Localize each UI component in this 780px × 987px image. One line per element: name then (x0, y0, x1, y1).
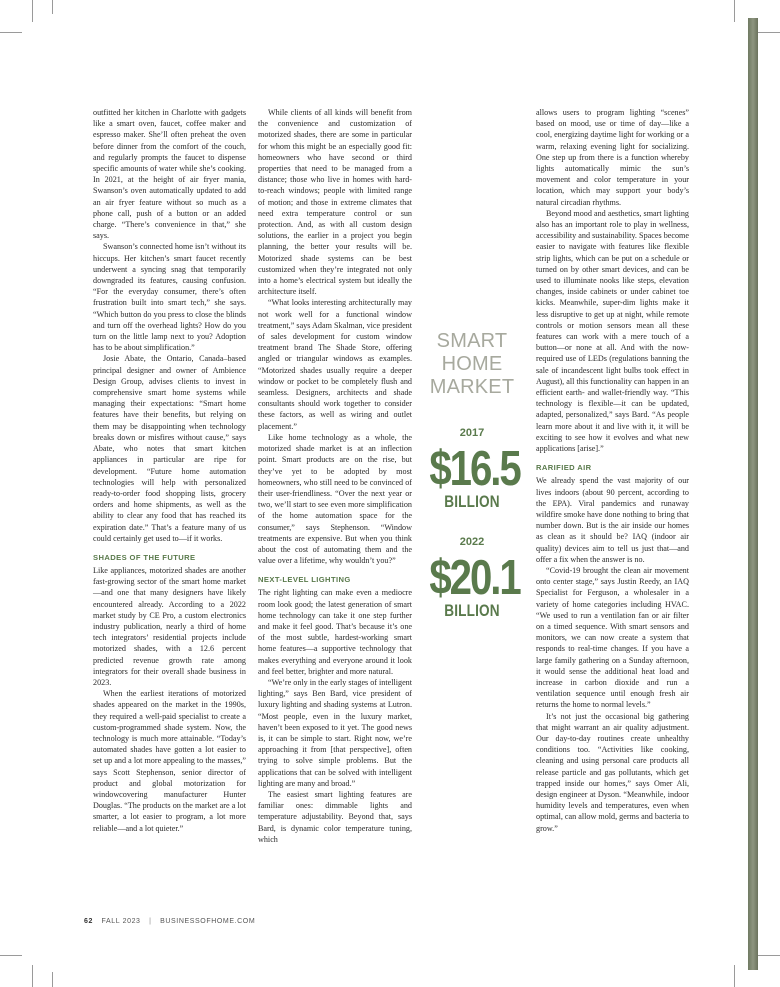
headline-line: SMART (436, 330, 508, 352)
paragraph: allows users to program lighting “scenes” based on mood, use or time of day—like a cool, energizing daytime light for working or a warm, relaxing evening light for socializing. One step up from there is a function whereby lights automatically mimic the sun’s movement and color temperature in your location, which may support your body’s natural circadian rhythms. (536, 108, 689, 207)
paragraph: “What looks interesting architecturally may not work well for a functional window treatment,” says Adam Skalman, vice president of sales development for custom window treatment brand The Shade Store, offering angled or triangular windows as examples. “Motorized shades usually require a deeper window or pocket to be completely flush and seamless. Designers, architects and shade consultants should work together to consider these factors, as well as wiring and outlet placement.” (258, 298, 412, 431)
paragraph: Like appliances, motorized shades are another fast-growing sector of the smart home market—and one that many designers have likely encountered already. According to a 2022 market study by CE Pro, a custom electronics industry publication, nearly a third of home tech integrators’ residential projects include motorized shades, with a 12.6 percent predicted revenue growth rate among integrators for their overall shade business in 2023. (93, 565, 246, 687)
headline-line: MARKET (429, 376, 515, 398)
issue-label: FALL 2023 (101, 918, 141, 925)
crop-mark (52, 0, 53, 14)
crop-mark (734, 0, 735, 22)
crop-mark (32, 0, 33, 22)
crop-mark (0, 955, 22, 956)
crop-mark (32, 965, 33, 987)
page-footer (84, 918, 255, 925)
paragraph: Beyond mood and aesthetics, smart lighting also has an important role to play in wellness, accessibility and sustainability. Spaces become easier to navigate with features like flexible strip lights, which can be put on a schedule or turned on by other smart devices, and can be used to illuminate nooks like steps, elevation changes, inside cabinets or under cabinet toe kicks. Meanwhile, super-dim lights make it less disruptive to get up at night, while remote controls or motion sensors mean all these features can work with a mere touch of a button—or none at all. And with the now-required use of LEDs (regulations banning the sale of incandescent light bulbs took effect in August), all this functionality can happen in an efficient earth- and wallet-friendly way. “This technology is flexible—it can be updated, adapted, personalized,” says Bard. “As people learn more about it and live with it, it will be exciting to see how it evolves and what new applications [arise].” (536, 208, 689, 454)
crop-mark (0, 32, 22, 33)
stat-year-2022: 2022 (459, 536, 485, 548)
stat-amount-2017: $16.5 (429, 442, 520, 496)
section-heading: SHADES OF THE FUTURE (93, 552, 196, 562)
text-column-3 (536, 107, 689, 834)
crop-mark (52, 972, 53, 987)
stat-year-2017: 2017 (459, 427, 485, 439)
section-heading: NEXT-LEVEL LIGHTING (258, 575, 351, 585)
smart-home-market-sidebar (420, 330, 524, 621)
page-number: 62 (84, 918, 93, 925)
headline-line: HOME (441, 353, 503, 375)
edge-photo-strip (748, 18, 758, 970)
crop-mark (758, 955, 780, 956)
site-url: BUSINESSOFHOME.COM (160, 918, 256, 925)
section-heading: RARIFIED AIR (536, 463, 592, 473)
crop-mark (734, 965, 735, 987)
paragraph: When the earliest iterations of motorized shades appeared on the market in the 1990s, they required a well-paid specialist to create a custom-programmed shade system. Now, the technology is much more attainable. “Today’s automated shades have gotten a lot easier to set up and a lot more appealing to the masses,” says Scott Stephenson, senior director of product and global motorization for windowcovering manufacturer Hunter Douglas. “The products on the market are a lot smarter, a lot easier to program, a lot more reliable—and a lot quieter.” (93, 689, 246, 833)
stat-amount-2022: $20.1 (429, 551, 520, 605)
paragraph: While clients of all kinds will benefit from the convenience and customization of motorized shades, there are some in particular for whom this might be an especially good fit: homeowners who have second or third properties that need to be managed from a distance; those who live in homes with hard-to-reach windows; people with limited range of motion; and those in extreme climates that need extra temperature control or sun protection. And, as with all custom design solutions, the earlier in a project you begin planning, the better your results will be. Motorized shade systems can be best customized when they’re integrated not only into a home’s electrical system but ideally the architecture itself. (258, 108, 412, 297)
paragraph: The easiest smart lighting features are familiar ones: dimmable lights and temperature adjustability. Beyond that, says Bard, is dynamic color temperature tuning, which (258, 789, 412, 844)
paragraph: Josie Abate, the Ontario, Canada–based principal designer and owner of Ambience Design Group, advises clients to invest in comprehensive smart home systems while managing their expectations: “Smart home features have their benefits, but relying on them may be disappointing when technology breaks down or misfires without cause,” says Abate, who notes that smart kitchen appliances in particular are ripe for development. “Future home automation technologies will help with personalized ready-to-order food shopping lists, grocery orders and home shipments, as well as the ability to clear any food that has reached its expiration date.” That’s a feature many of us could certainly get used to—if it works. (93, 354, 246, 543)
paragraph: It’s not just the occasional big gathering that might warrant an air quality adjustment. Our day-to-day routines create unhealthy conditions too. “Activities like cooking, cleaning and using personal care products all release particle and gas pollutants, which get trapped inside our homes,” says Omer Ali, design engineer at Dyson. “Meanwhile, indoor humidity levels and temperatures, even when optimal, can allow mold, germs and bacteria to grow.” (536, 711, 689, 833)
stat-unit-2017: BILLION (444, 492, 500, 511)
paragraph: The right lighting can make even a mediocre room look good; the latest generation of smart home technology can take it one step further and make it feel good. That’s because it’s one of the most subtle, hardest-working smart home features—a supportive technology that makes everything and everyone around it look and feel better, brighter and more natural. (258, 588, 412, 676)
crop-mark (758, 32, 780, 33)
text-column-2 (258, 107, 412, 845)
paragraph: Swanson’s connected home isn’t without its hiccups. Her kitchen’s smart faucet recently underwent a syncing snag that temporarily downgraded its features, causing confusion. “For the everyday consumer, there’s often frustration built into smart tech,” she says. “Which button do you press to close the blinds and turn off the overhead lights? How do you turn on the little lamp next to you? Adoption has to be about simplification.” (93, 242, 246, 353)
text-column-1 (93, 107, 246, 834)
paragraph: Like home technology as a whole, the motorized shade market is at an inflection point. Smart products are on the rise, but they’ve yet to be adopted by most homeowners, who still need to be convinced of their user-friendliness. “Over the next year or two, we’ll start to see even more simplification of the home automation space for the consumer,” says Stephenson. “Window treatments are expensive. But when you think about the cost of automating them and the value over a lifetime, why wouldn’t you?” (258, 432, 412, 566)
paragraph: We already spend the vast majority of our lives indoors (about 90 percent, according to the EPA). Viral pandemics and runaway wildfire smoke have done nothing to bring that number down. But is the air inside our homes as clean as it should be? IAQ (indoor air quality) devices aim to tell us just that—and offer a fix when the answer is no. (536, 476, 689, 564)
paragraph: “Covid-19 brought the clean air movement onto center stage,” says Justin Reedy, an IAQ Specialist for Ferguson, a wholesaler in a variety of home categories including HVAC. “We used to run a ventilation fan or air filter on a timed sequence. With smart sensors and monitors, we can now create a system that responds to real-time changes. If you have a large family gathering on a Sunday afternoon, it would sense the additional heat load and increase in carbon dioxide and run a ventilation sequence until enough fresh air returns the home to normal levels.” (536, 565, 689, 710)
paragraph: outfitted her kitchen in Charlotte with gadgets like a smart oven, faucet, coffee maker and espresso maker. She’ll often preheat the oven before dinner from the comfort of the couch, and regularly prompts the faucet to dispense specific amounts of water while she’s cooking. In 2021, at the height of air fryer mania, Swanson’s oven automatically updated to add an air fryer feature without so much as a phone call, push of a button or an added charge. “There’s convenience in that,” she says. (93, 108, 246, 241)
sidebar-headline (420, 330, 524, 399)
footer-separator: | (149, 918, 152, 925)
stat-unit-2022: BILLION (444, 601, 500, 620)
paragraph: “We’re only in the early stages of intelligent lighting,” says Ben Bard, vice president of luxury lighting and shading systems at Lutron. “Most people, even in the luxury market, haven’t been exposed to it yet. The good news is, it can be simple to start. Right now, we’re approaching it from [that perspective], often trying to solve simple problems. But the applications that can be solved with intelligent lighting are many and broad.” (258, 677, 412, 788)
